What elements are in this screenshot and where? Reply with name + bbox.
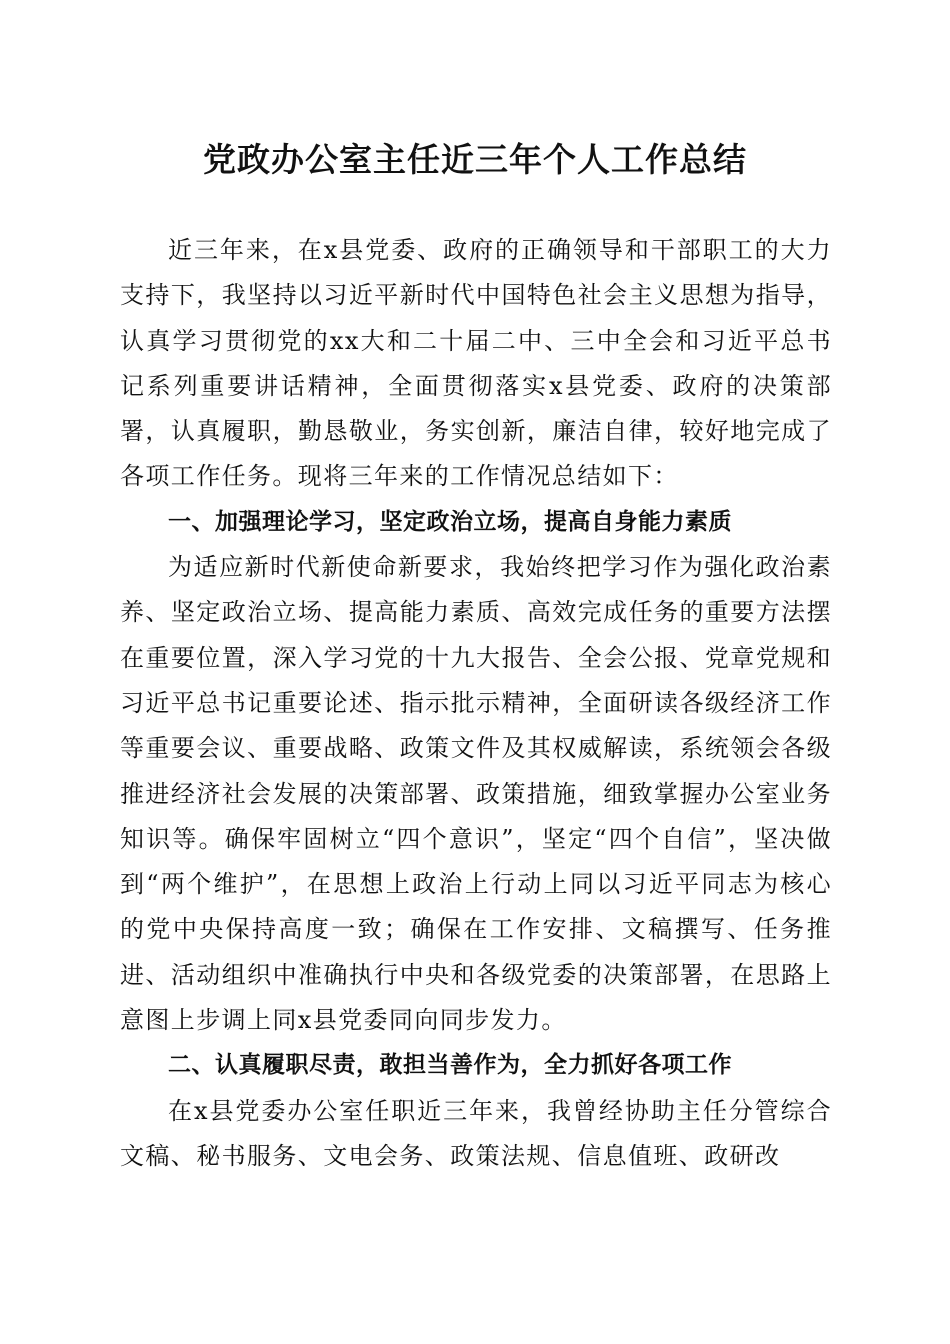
section-paragraph-1: 为适应新时代新使命新要求，我始终把学习作为强化政治素养、坚定政治立场、提高能力素质、高效完成任务的重要方法摆在重要位置，深入学习党的十九大报告、全会公报、党章党规和习近平总书记重要论述、指示批示精神，全面研读各级经济工作等重要会议、重要战略、政策文件及其权威解读，系统领会各级推进经济社会发展的决策部署、政策措施，细致掌握办公室业务知识等。确保牢固树立“四个意识”，坚定“四个自信”，坚决做到“两个维护”，在思想上政治上行动上同以习近平同志为核心的党中央保持高度一致；确保在工作安排、文稿撰写、任务推进、活动组织中准确执行中央和各级党委的决策部署，在思路上意图上步调上同x县党委同向同步发力。 xyxy=(120,553,832,1035)
intro-paragraph: 近三年来，在x县党委、政府的正确领导和干部职工的大力支持下，我坚持以习近平新时代中国特色社会主义思想为指导，认真学习贯彻党的xx大和二十届二中、三中全会和习近平总书记系列重要讲话精神，全面贯彻落实x县党委、政府的决策部署，认真履职，勤恳敬业，务实创新，廉洁自律，较好地完成了各项工作任务。现将三年来的工作情况总结如下： xyxy=(120,236,832,491)
document-title: 党政办公室主任近三年个人工作总结 xyxy=(203,140,747,179)
section-heading-2: 二、认真履职尽责，敢担当善作为，全力抓好各项工作 xyxy=(168,1052,732,1079)
document-body xyxy=(120,228,832,1179)
section-heading-1: 一、加强理论学习，坚定政治立场，提高自身能力素质 xyxy=(168,508,732,535)
section-paragraph-2: 在x县党委办公室任职近三年来，我曾经协助主任分管综合文稿、秘书服务、文电会务、政策法规、信息值班、政研改 xyxy=(120,1096,832,1170)
